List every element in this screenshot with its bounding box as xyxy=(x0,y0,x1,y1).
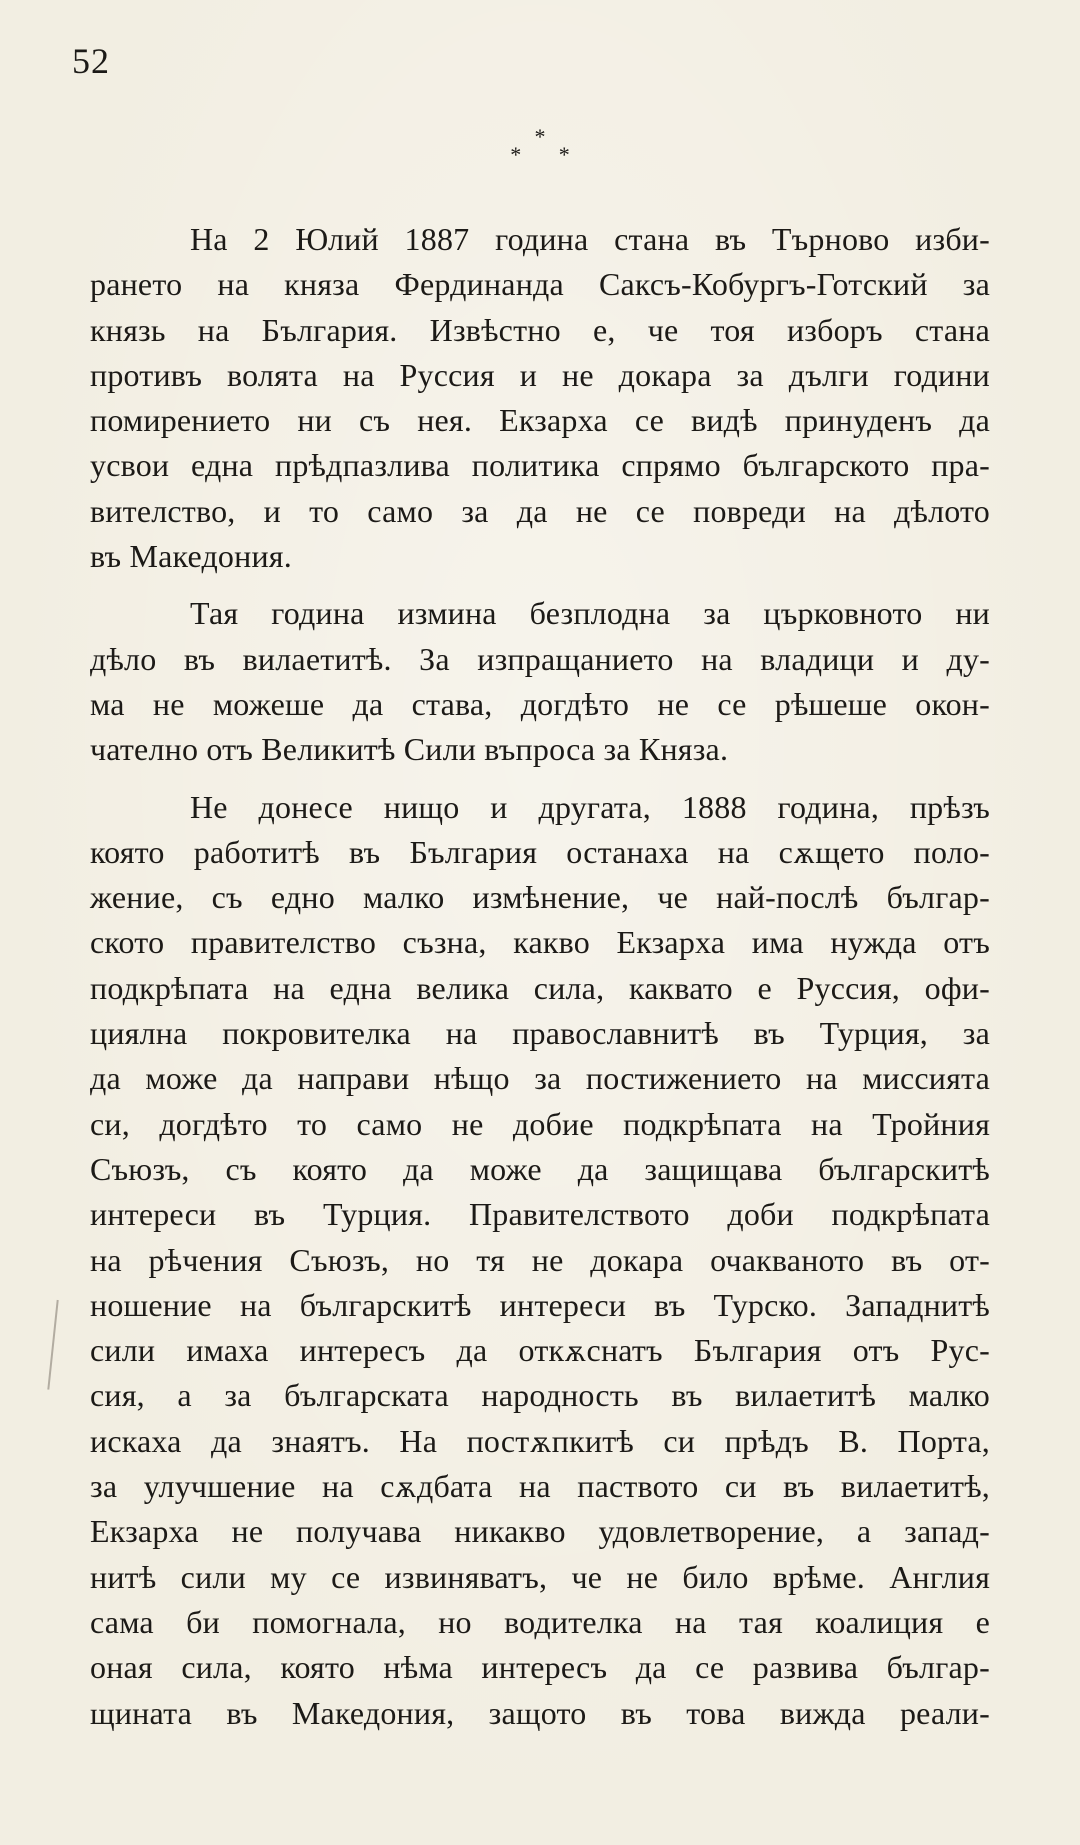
text-line: Не донесе нищо и другата, 1888 година, прѣзъ xyxy=(190,788,990,825)
margin-pencil-mark xyxy=(47,1300,62,1390)
text-line: си, догдѣто то само не добие подкрѣпата на Тройния xyxy=(90,1105,990,1142)
text-line: ското правителство съзна, какво Екзарха има нужда отъ xyxy=(90,924,990,961)
text-line: щината въ Македония, защото въ това вижда реали- xyxy=(90,1694,990,1731)
text-line: дѣло въ вилаетитѣ. За изпращанието на владици и ду- xyxy=(90,640,990,677)
text-line: противъ волята на Руссия и не докара за дълги години xyxy=(90,356,990,393)
text-line: Екзарха не получава никакво удовлетворение, а запад- xyxy=(90,1513,990,1550)
separator-star-right: * xyxy=(558,142,570,167)
text-line: ношение на българскитѣ интереси въ Турско. Западнитѣ xyxy=(90,1286,990,1323)
text-line: На 2 Юлий 1887 година стана въ Търново изби- xyxy=(190,221,990,257)
text-line: усвои една прѣдпазлива политика спрямо българското пра- xyxy=(90,447,990,484)
text-line: Тая година измина безплодна за църковното ни xyxy=(190,595,990,632)
text-line: на рѣчения Съюзъ, но тя не докара очакваното въ от- xyxy=(90,1241,990,1278)
page-number: 52 xyxy=(72,41,110,81)
text-line: Съюзъ, съ която да може да защищава българскитѣ xyxy=(90,1150,990,1187)
separator-star-left: * xyxy=(510,142,522,167)
paragraph xyxy=(90,591,990,772)
separator-star-top: * xyxy=(534,124,546,149)
text-line: рането на княза Фердинанда Саксъ-Кобургъ-Готский за xyxy=(90,266,990,303)
body-text xyxy=(90,217,990,1736)
text-line: жение, съ едно малко измѣнение, че най-послѣ българ- xyxy=(90,879,990,916)
text-line: нитѣ сили му се извиняватъ, че не било врѣме. Англия xyxy=(90,1558,990,1595)
text-line: за улучшение на сѫдбата на паството си въ вилаетитѣ, xyxy=(90,1468,990,1505)
text-line: интереси въ Турция. Правителството доби подкрѣпата xyxy=(90,1196,990,1233)
paragraph xyxy=(90,217,990,579)
text-line: която работитѣ въ България останаха на сѫщето поло- xyxy=(90,833,990,870)
text-line: въ Македония. xyxy=(90,538,292,575)
text-line: вителство, и то само за да не се повреди на дѣлото xyxy=(90,492,990,529)
text-line: искаха да знаятъ. На постѫпкитѣ си прѣдъ В. Порта, xyxy=(90,1422,990,1459)
text-line: ма не можеше да става, догдѣто не се рѣшеше окон- xyxy=(90,685,990,722)
text-line: подкрѣпата на една велика сила, каквато е Руссия, офи- xyxy=(90,969,990,1006)
text-line: чателно отъ Великитѣ Сили въпроса за Княза. xyxy=(90,731,729,768)
text-line: князь на България. Извѣстно е, че тоя изборъ стана xyxy=(90,311,990,348)
text-line: оная сила, която нѣма интересъ да се развива българ- xyxy=(90,1649,990,1686)
text-line: циялна покровителка на православнитѣ въ Турция, за xyxy=(90,1015,990,1052)
text-line: сама би помогнала, но водителка на тая коалиция е xyxy=(90,1603,990,1640)
paragraph xyxy=(90,785,990,1736)
text-line: сили имаха интересъ да откѫснатъ България отъ Рус- xyxy=(90,1332,990,1369)
text-line: помирението ни съ нея. Екзарха се видѣ принуденъ да xyxy=(90,402,990,439)
text-line: сия, а за българската народность въ вилаетитѣ малко xyxy=(90,1377,990,1414)
text-line: да може да направи нѣщо за постижението на миссията xyxy=(90,1060,990,1097)
section-separator xyxy=(0,124,1080,178)
